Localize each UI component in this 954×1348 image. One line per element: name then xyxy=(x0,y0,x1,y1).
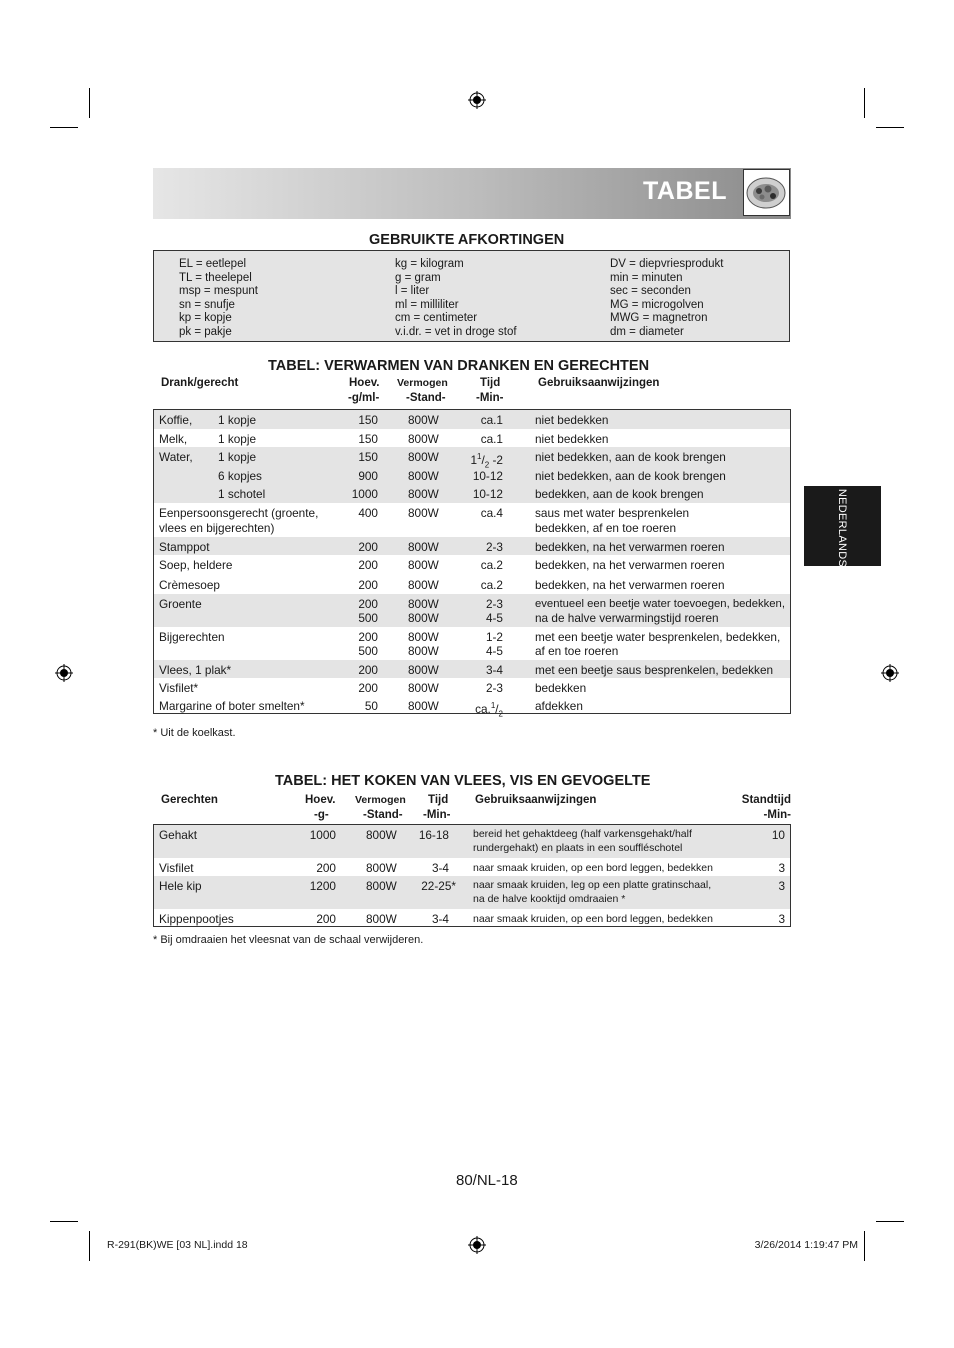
table-row xyxy=(154,858,790,876)
column-header: -Stand- xyxy=(363,809,403,821)
dish-sub-cell: 1 kopje xyxy=(218,413,257,427)
dish-sub-cell: 1 schotel xyxy=(218,487,266,501)
time-cell: 22-25* xyxy=(421,879,456,893)
qty-cell: 1200 xyxy=(309,879,336,893)
qty-cell: 200 xyxy=(358,578,378,592)
qty-cell: 200 xyxy=(358,540,378,554)
dish-sub-cell: 1 kopje xyxy=(218,450,257,464)
column-header: -Min- xyxy=(476,392,504,404)
abbreviation: TL = theelepel xyxy=(179,271,252,284)
food-photo xyxy=(743,169,790,216)
time-cell: 10-12 xyxy=(472,469,503,483)
table-row xyxy=(154,555,790,575)
crop-mark xyxy=(50,127,78,128)
abbreviations-box xyxy=(153,250,790,342)
time-cell: ca.2 xyxy=(480,578,503,592)
qty-cell: 50 xyxy=(364,699,378,713)
qty-cell: 900 xyxy=(358,469,378,483)
power-cell: 800W xyxy=(408,699,439,713)
power-cell: 800W xyxy=(408,558,439,572)
table2-footnote: * Bij omdraaien het vleesnat van de schaal verwijderen. xyxy=(153,934,424,946)
time-cell: ca.1 xyxy=(480,432,503,446)
standing-time-cell: 3 xyxy=(778,912,785,926)
table-row xyxy=(154,909,790,926)
column-header: Hoev. xyxy=(305,794,336,806)
dish-cell: Crèmesoep xyxy=(159,578,220,592)
instruction-cell: niet bedekken, aan de kook brengen xyxy=(535,450,726,464)
column-header: Standtijd xyxy=(741,794,791,806)
instruction-cell: niet bedekken xyxy=(535,432,609,446)
column-header: Gerechten xyxy=(161,794,218,806)
abbreviation: dm = diameter xyxy=(610,325,684,338)
dish-cell: Eenpersoonsgerecht (groente, xyxy=(159,506,319,520)
qty-cell: 150 xyxy=(358,413,378,427)
table-row xyxy=(154,696,790,719)
column-header: Tijd xyxy=(428,794,449,806)
power-cell: 800W xyxy=(408,540,439,554)
power-cell: 800W xyxy=(408,506,439,520)
dish-sub-cell: 6 kopjes xyxy=(218,469,262,483)
qty-cell: 500 xyxy=(358,611,378,625)
power-cell: 800W xyxy=(408,432,439,446)
power-cell: 800W xyxy=(408,681,439,695)
instruction-cell: naar smaak kruiden, op een bord leggen, bedekken xyxy=(473,862,713,874)
abbreviation: kg = kilogram xyxy=(395,258,464,270)
instruction-cell: niet bedekken, aan de kook brengen xyxy=(535,469,726,483)
dish-cell: Visfilet xyxy=(159,861,194,875)
time-cell: 2-3 xyxy=(485,681,503,695)
table-row xyxy=(154,627,790,660)
time-cell: 1-2 xyxy=(485,630,503,644)
table-row xyxy=(154,594,790,627)
dish-cell: Soep, heldere xyxy=(159,558,233,572)
dish-cell: vlees en bijgerechten) xyxy=(159,521,275,535)
dish-cell: Melk, xyxy=(159,432,188,446)
qty-cell: 200 xyxy=(358,558,378,572)
qty-cell: 200 xyxy=(358,597,378,611)
instruction-cell: bedekken, af en toe roeren xyxy=(535,521,677,535)
abbreviation: sec = seconden xyxy=(610,285,691,297)
abbreviation: EL = eetlepel xyxy=(179,258,247,270)
instruction-cell: af en toe roeren xyxy=(535,644,619,658)
column-header: Vermogen xyxy=(355,794,406,806)
time-cell: 2-3 xyxy=(485,540,503,554)
time-cell: 2-3 xyxy=(485,597,503,611)
standing-time-cell: 3 xyxy=(778,879,785,893)
abbreviation: ml = milliliter xyxy=(395,298,459,311)
title-banner xyxy=(153,168,791,219)
power-cell: 800W xyxy=(366,828,397,842)
qty-cell: 200 xyxy=(358,663,378,677)
column-header: Drank/gerecht xyxy=(161,377,239,389)
column-header: -g- xyxy=(314,809,329,821)
time-cell: ca.2 xyxy=(480,558,503,572)
qty-cell: 500 xyxy=(358,644,378,658)
instruction-cell: met een beetje water besprenkelen, bedekken, xyxy=(535,630,781,644)
dish-cell: Hele kip xyxy=(159,879,202,893)
dish-cell: Gehakt xyxy=(159,828,198,842)
power-cell: 800W xyxy=(408,450,439,464)
table-row xyxy=(154,575,790,594)
registration-mark-icon xyxy=(468,91,486,109)
power-cell: 800W xyxy=(366,861,397,875)
instruction-cell: bereid het gehaktdeeg (half varkensgehakt/half xyxy=(473,828,692,840)
time-cell: ca.4 xyxy=(480,506,503,520)
power-cell: 800W xyxy=(366,879,397,893)
instruction-cell: niet bedekken xyxy=(535,413,609,427)
language-tab xyxy=(804,486,881,566)
abbreviations-column xyxy=(179,258,258,339)
abbreviations-column xyxy=(610,258,723,339)
qty-cell: 200 xyxy=(358,630,378,644)
power-cell: 800W xyxy=(366,912,397,926)
qty-cell: 1000 xyxy=(351,487,378,501)
dish-cell: Visfilet* xyxy=(159,681,199,695)
registration-mark-icon xyxy=(468,1236,486,1254)
print-date-label: 3/26/2014 1:19:47 PM xyxy=(754,1239,858,1251)
column-header: Gebruiksaanwijzingen xyxy=(538,377,660,389)
table1 xyxy=(153,409,791,719)
instruction-cell: bedekken, aan de kook brengen xyxy=(535,487,704,501)
time-cell: 3-4 xyxy=(485,663,503,677)
qty-cell: 200 xyxy=(316,912,336,926)
time-cell: $1^1/_2$ -2 xyxy=(470,452,503,470)
instruction-cell: na de halve kooktijd omdraaien * xyxy=(473,893,626,905)
time-cell: $ca.^1/_2$ xyxy=(475,701,503,719)
language-tab-label: NEDERLANDS xyxy=(836,488,848,568)
dish-image-icon xyxy=(744,170,789,215)
instruction-cell: afdekken xyxy=(535,699,583,713)
crop-mark xyxy=(864,1231,865,1261)
power-cell: 800W xyxy=(408,413,439,427)
table-row xyxy=(154,503,790,537)
crop-mark xyxy=(89,1231,90,1261)
time-cell: 10-12 xyxy=(472,487,503,501)
qty-cell: 150 xyxy=(358,432,378,446)
dish-cell: Bijgerechten xyxy=(159,630,225,644)
abbreviation: pk = pakje xyxy=(179,325,232,338)
table-row xyxy=(154,678,790,696)
abbreviation: v.i.dr. = vet in droge stof xyxy=(395,325,517,338)
crop-mark xyxy=(89,88,90,118)
qty-cell: 200 xyxy=(316,861,336,875)
instruction-cell: naar smaak kruiden, leg op een platte gratinschaal, xyxy=(473,879,712,891)
standing-time-cell: 3 xyxy=(778,861,785,875)
crop-mark xyxy=(876,127,904,128)
power-cell: 800W xyxy=(408,597,439,611)
qty-cell: 1000 xyxy=(309,828,336,842)
instruction-cell: naar smaak kruiden, op een bord leggen, bedekken xyxy=(473,913,713,925)
instruction-cell: bedekken, na het verwarmen roeren xyxy=(535,540,725,554)
table2 xyxy=(153,824,791,927)
table-row xyxy=(154,825,790,858)
dish-cell: Kippenpootjes xyxy=(159,912,234,926)
instruction-cell: bedekken xyxy=(535,681,587,695)
instruction-cell: bedekken, na het verwarmen roeren xyxy=(535,578,725,592)
time-cell: 3-4 xyxy=(431,912,449,926)
power-cell: 800W xyxy=(408,611,439,625)
time-cell: 4-5 xyxy=(485,611,503,625)
power-cell: 800W xyxy=(408,630,439,644)
table-row xyxy=(154,660,790,678)
registration-mark-icon xyxy=(881,664,899,682)
abbreviations-title: GEBRUIKTE AFKORTINGEN xyxy=(369,232,565,248)
column-header: -g/ml- xyxy=(348,392,380,404)
dish-sub-cell: 1 kopje xyxy=(218,432,257,446)
qty-cell: 150 xyxy=(358,450,378,464)
table2-title: TABEL: HET KOKEN VAN VLEES, VIS EN GEVOGELTE xyxy=(275,773,651,789)
abbreviation: cm = centimeter xyxy=(395,312,478,324)
column-header: Vermogen xyxy=(397,377,448,389)
abbreviation: MG = microgolven xyxy=(610,298,704,311)
abbreviation: min = minuten xyxy=(610,271,683,284)
table1-title: TABEL: VERWARMEN VAN DRANKEN EN GERECHTEN xyxy=(268,358,650,374)
abbreviation: g = gram xyxy=(395,271,441,284)
abbreviation: sn = snufje xyxy=(179,298,235,311)
instruction-cell: bedekken, na het verwarmen roeren xyxy=(535,558,725,572)
column-header: Gebruiksaanwijzingen xyxy=(475,794,597,806)
print-file-label: R-291(BK)WE [03 NL].indd 18 xyxy=(107,1239,248,1251)
table-row xyxy=(154,410,790,429)
table-row xyxy=(154,537,790,555)
time-cell: ca.1 xyxy=(480,413,503,427)
table1-footnote: * Uit de koelkast. xyxy=(153,727,236,739)
abbreviation: DV = diepvriesprodukt xyxy=(610,258,724,270)
instruction-cell: na de halve verwarmingstijd roeren xyxy=(535,611,719,625)
registration-mark-icon xyxy=(55,664,73,682)
dish-cell: Stamppot xyxy=(159,540,210,554)
column-header: Hoev. xyxy=(349,377,380,389)
table-row xyxy=(154,429,790,447)
table-row-group xyxy=(154,447,790,503)
column-header: Tijd xyxy=(480,377,501,389)
crop-mark xyxy=(50,1221,78,1222)
dish-cell: Vlees, 1 plak* xyxy=(159,663,232,677)
crop-mark xyxy=(864,88,865,118)
time-cell: 4-5 xyxy=(485,644,503,658)
power-cell: 800W xyxy=(408,663,439,677)
table-row xyxy=(154,876,790,909)
power-cell: 800W xyxy=(408,469,439,483)
abbreviation: MWG = magnetron xyxy=(610,312,708,324)
standing-time-cell: 10 xyxy=(771,828,785,842)
column-header: -Min- xyxy=(763,809,791,821)
dish-cell: Water, xyxy=(159,450,193,464)
instruction-cell: met een beetje saus besprenkelen, bedekken xyxy=(535,663,774,677)
column-header: -Min- xyxy=(423,809,451,821)
power-cell: 800W xyxy=(408,487,439,501)
crop-mark xyxy=(876,1221,904,1222)
abbreviation: kp = kopje xyxy=(179,312,232,324)
page-number: 80/NL-18 xyxy=(456,1172,518,1189)
column-header: -Stand- xyxy=(406,392,446,404)
instruction-cell: rundergehakt) en plaats in een souffléschotel xyxy=(473,842,683,854)
instruction-cell: saus met water besprenkelen xyxy=(535,506,690,520)
time-cell: 3-4 xyxy=(431,861,449,875)
power-cell: 800W xyxy=(408,644,439,658)
abbreviation: l = liter xyxy=(395,285,430,297)
page-title: TABEL xyxy=(643,177,727,205)
qty-cell: 200 xyxy=(358,681,378,695)
dish-cell: Koffie, xyxy=(159,413,193,427)
power-cell: 800W xyxy=(408,578,439,592)
qty-cell: 400 xyxy=(358,506,378,520)
time-cell: 16-18 xyxy=(418,828,449,842)
dish-cell: Groente xyxy=(159,597,202,611)
instruction-cell: eventueel een beetje water toevoegen, bedekken, xyxy=(535,598,785,610)
dish-cell: Margarine of boter smelten* xyxy=(159,699,305,713)
abbreviation: msp = mespunt xyxy=(179,285,258,297)
abbreviations-column xyxy=(395,258,517,339)
